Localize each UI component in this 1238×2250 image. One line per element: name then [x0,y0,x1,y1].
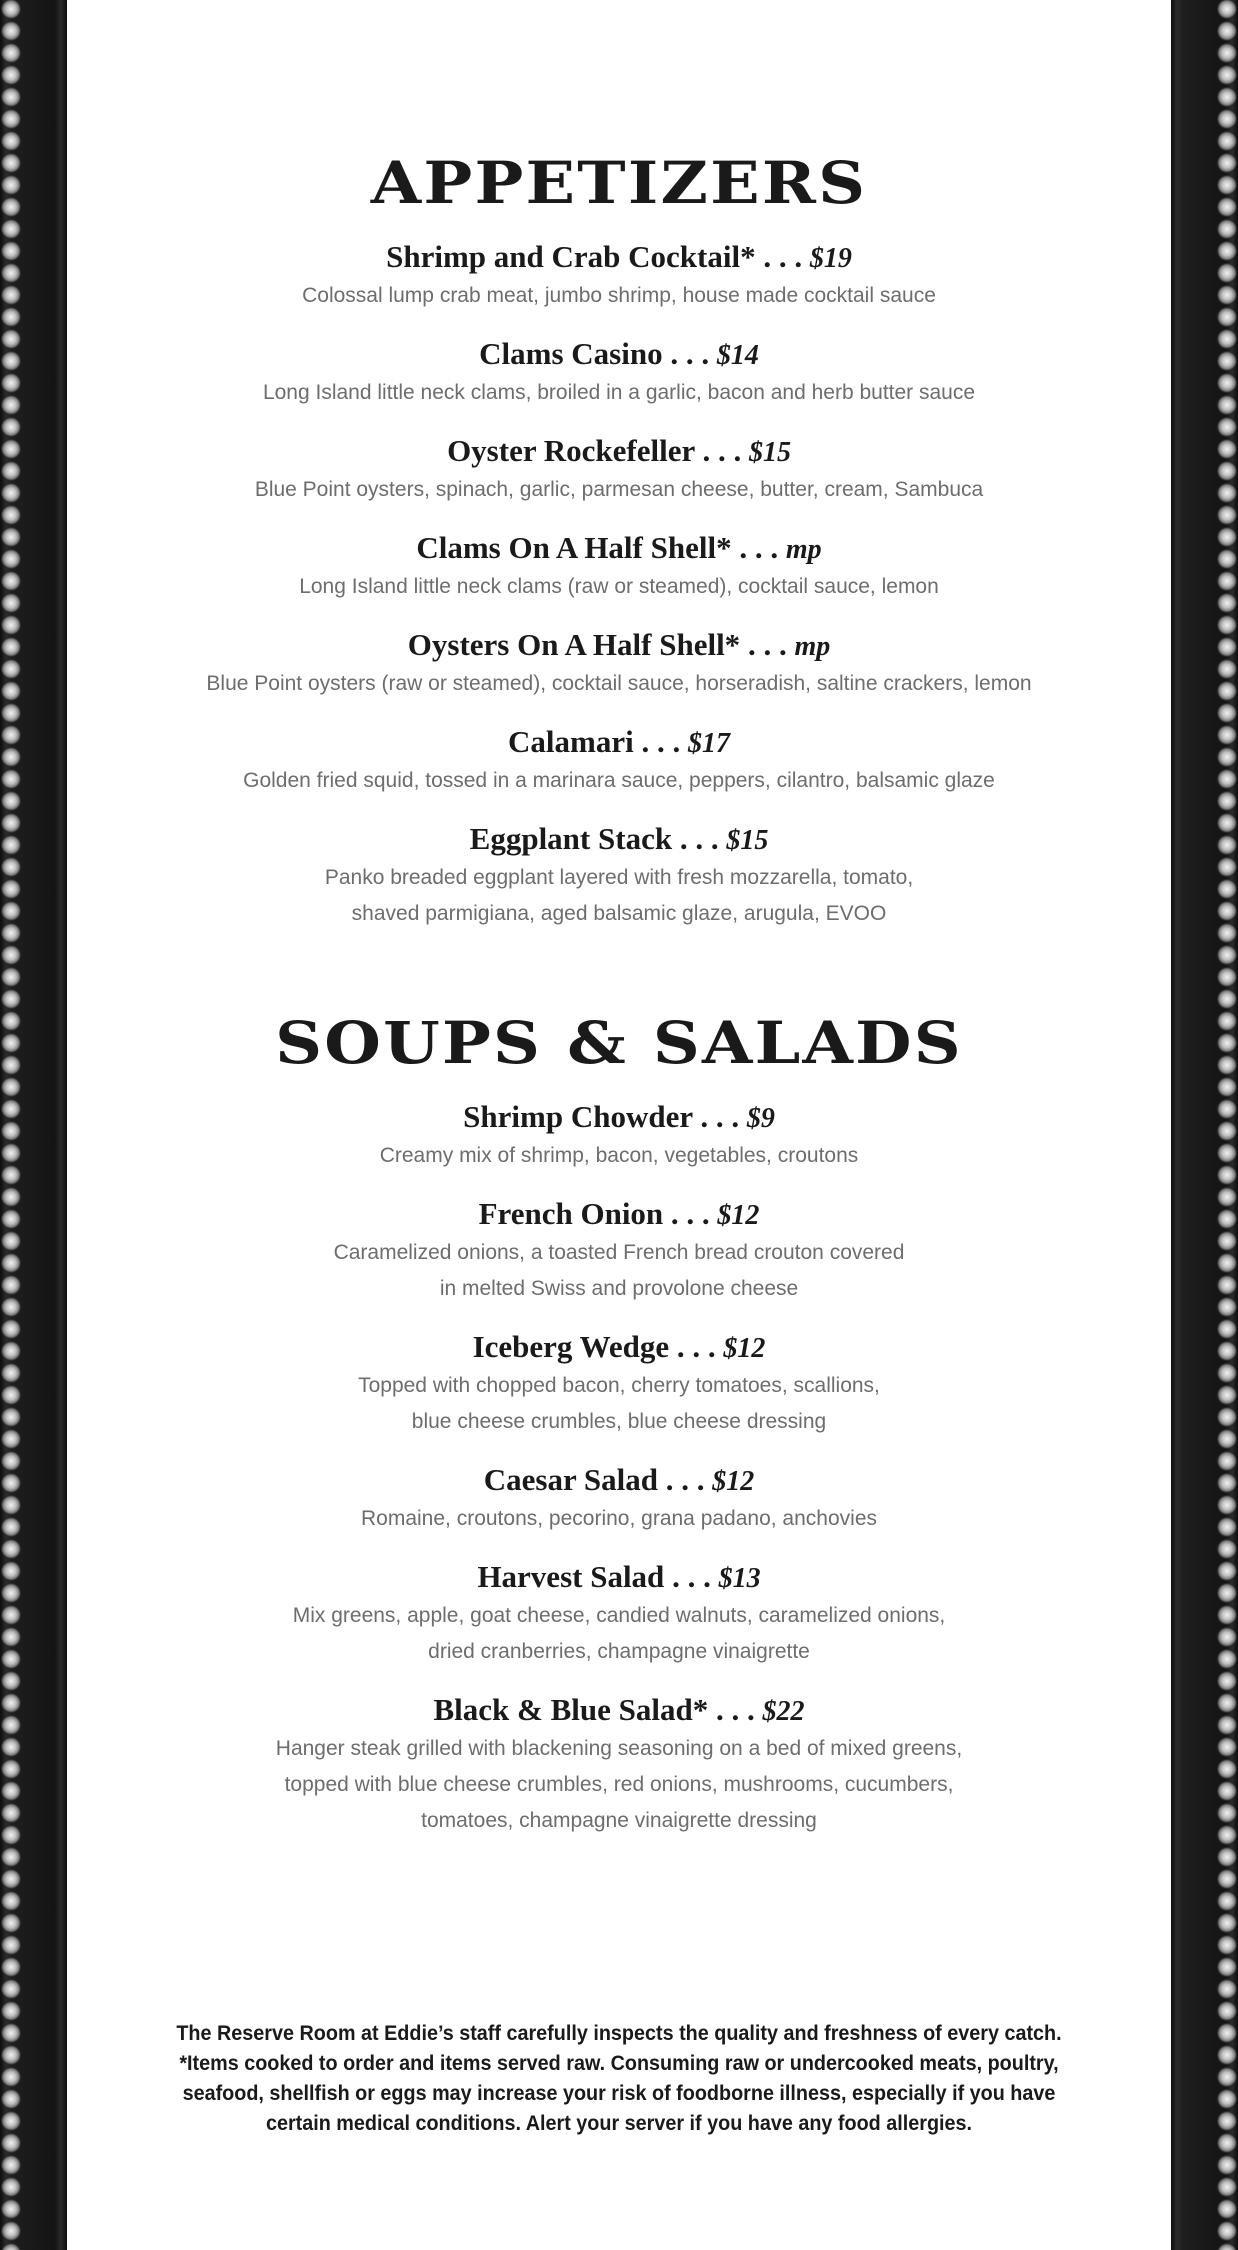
menu-item-price: $17 [687,728,730,759]
menu-item-title [67,1558,1171,1598]
disclaimer-line: *Items cooked to order and items served raw. Consuming raw or undercooked meats, poultry, [179,2051,1059,2075]
menu-item-name: Calamari [508,724,634,759]
description-line: tomatoes, champagne vinaigrette dressing [421,1809,817,1832]
price-separator: . . . [708,1692,763,1727]
description-line: Golden fried squid, tossed in a marinara sauce, peppers, cilantro, balsamic glaze [243,769,995,792]
menu-item-name: French Onion [478,1196,664,1231]
menu-item [67,1691,1171,1839]
soups-salads-heading: SOUPS & SALADS [275,1009,963,1077]
appetizers-list [67,238,1171,932]
menu-item-price: $12 [717,1200,760,1231]
menu-item-description [67,375,1171,411]
menu-item-title [67,238,1171,278]
soups-salads-list [67,1098,1171,1839]
menu-item-title [67,432,1171,472]
appetizers-heading: APPETIZERS [370,149,868,217]
description-line: Topped with chopped bacon, cherry tomatoes, scallions, [358,1374,880,1397]
menu-item-price: $13 [718,1563,761,1594]
menu-item-price: $15 [748,437,791,468]
description-line: Blue Point oysters, spinach, garlic, parmesan cheese, butter, cream, Sambuca [254,478,984,501]
disclaimer-line: certain medical conditions. Alert your server if you have any food allergies. [265,2111,973,2135]
menu-item-price: mp [794,631,831,662]
description-line: Long Island little neck clams, broiled in a garlic, bacon and herb butter sauce [262,381,976,404]
description-line: Colossal lump crab meat, jumbo shrimp, house made cocktail sauce [302,284,936,307]
menu-item-description [67,1138,1171,1174]
menu-item-price: $12 [723,1333,766,1364]
menu-item [67,1558,1171,1670]
menu-item-description [67,569,1171,605]
menu-item-description [67,1598,1171,1670]
decorative-border-right [1171,0,1238,2250]
menu-item-name: Oysters On A Half Shell* [407,627,741,662]
menu-item-price: $19 [809,243,852,274]
menu-item [67,432,1171,508]
price-separator: . . . [740,627,795,662]
disclaimer [67,2018,1171,2138]
price-separator: . . . [731,530,786,565]
menu-item [67,723,1171,799]
menu-item-title [67,1328,1171,1368]
menu-item-name: Clams On A Half Shell* [416,530,732,565]
menu-item [67,238,1171,314]
menu-item-description [67,860,1171,932]
menu-item-title [67,820,1171,860]
description-line: Creamy mix of shrimp, bacon, vegetables, croutons [379,1144,859,1167]
menu-item-description [67,666,1171,702]
menu-item-description [67,763,1171,799]
description-line: shaved parmigiana, aged balsamic glaze, arugula, EVOO [351,902,887,925]
menu-item-title [67,1195,1171,1235]
menu-item-description [67,278,1171,314]
price-separator: . . . [692,1099,747,1134]
menu-item-name: Clams Casino [479,336,663,371]
disclaimer-line: seafood, shellfish or eggs may increase your risk of foodborne illness, especially if you have [182,2081,1056,2105]
price-separator: . . . [669,1329,724,1364]
description-line: Blue Point oysters (raw or steamed), cocktail sauce, horseradish, saltine crackers, lemon [206,672,1032,695]
menu-item-title [67,1461,1171,1501]
menu-item [67,335,1171,411]
menu-item-price: $9 [746,1103,775,1134]
menu-item-description [67,472,1171,508]
menu-item-name: Harvest Salad [477,1559,665,1594]
menu-page [67,0,1171,2250]
menu-item-name: Black & Blue Salad* [433,1692,709,1727]
menu-item-description [67,1731,1171,1839]
menu-item-title [67,529,1171,569]
description-line: blue cheese crumbles, blue cheese dressing [411,1410,827,1433]
menu-item-name: Iceberg Wedge [472,1329,670,1364]
menu-item [67,1461,1171,1537]
menu-item-name: Shrimp and Crab Cocktail* [386,239,756,274]
menu-item [67,820,1171,932]
description-line: in melted Swiss and provolone cheese [439,1277,799,1300]
description-line: Mix greens, apple, goat cheese, candied walnuts, caramelized onions, [292,1604,946,1627]
menu-item-description [67,1235,1171,1307]
menu-item [67,529,1171,605]
price-separator: . . . [633,724,688,759]
menu-item-price: mp [785,534,822,565]
menu-item-description [67,1368,1171,1440]
price-separator: . . . [658,1462,713,1497]
description-line: dried cranberries, champagne vinaigrette [428,1640,810,1663]
menu-item [67,1098,1171,1174]
menu-item-title [67,1691,1171,1731]
price-separator: . . . [662,336,717,371]
menu-item [67,1328,1171,1440]
description-line: Romaine, croutons, pecorino, grana padano, anchovies [361,1507,877,1530]
menu-item-price: $15 [726,825,769,856]
menu-item-name: Oyster Rockefeller [447,433,695,468]
menu-item-price: $22 [762,1696,805,1727]
menu-item-price: $12 [712,1466,755,1497]
description-line: Hanger steak grilled with blackening seasoning on a bed of mixed greens, [275,1737,963,1760]
price-separator: . . . [663,1196,718,1231]
price-separator: . . . [664,1559,719,1594]
description-line: topped with blue cheese crumbles, red onions, mushrooms, cucumbers, [284,1773,954,1796]
price-separator: . . . [694,433,749,468]
decorative-border-left [0,0,67,2250]
menu-item-description [67,1501,1171,1537]
menu-item-title [67,335,1171,375]
description-line: Panko breaded eggplant layered with fresh mozzarella, tomato, [324,866,914,889]
menu-item-name: Shrimp Chowder [463,1099,693,1134]
menu-item-price: $14 [716,340,759,371]
price-separator: . . . [755,239,810,274]
description-line: Long Island little neck clams (raw or steamed), cocktail sauce, lemon [299,575,939,598]
menu-item-title [67,1098,1171,1138]
menu-item [67,626,1171,702]
disclaimer-line: The Reserve Room at Eddie’s staff carefully inspects the quality and freshness of every catch. [176,2021,1062,2045]
description-line: Caramelized onions, a toasted French bread crouton covered [333,1241,905,1264]
menu-item-name: Caesar Salad [483,1462,658,1497]
menu-item-title [67,626,1171,666]
price-separator: . . . [672,821,727,856]
menu-item-name: Eggplant Stack [469,821,673,856]
menu-item [67,1195,1171,1307]
menu-item-title [67,723,1171,763]
